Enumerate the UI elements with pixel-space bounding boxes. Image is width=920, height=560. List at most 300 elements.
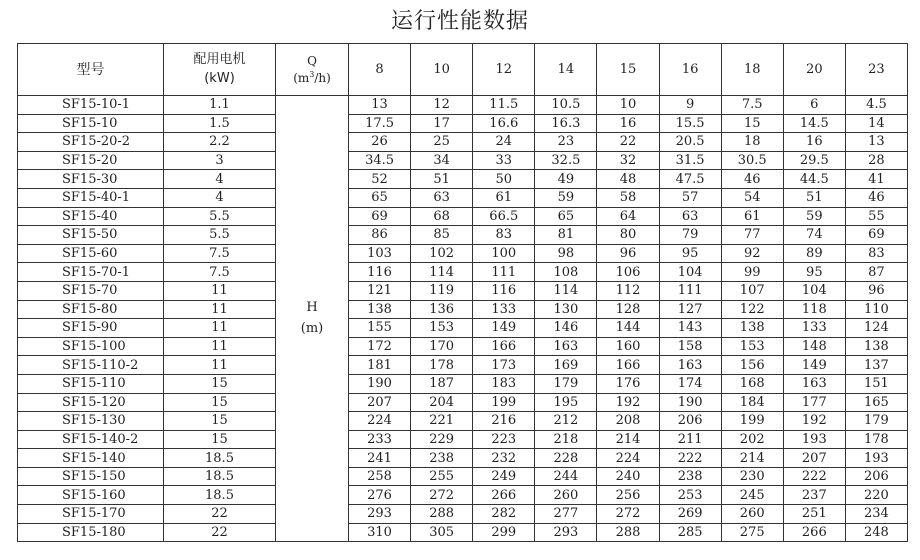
table-row — [18, 467, 908, 486]
head-value-cell: 18 — [721, 133, 783, 152]
head-value-cell: 193 — [783, 430, 845, 449]
head-value-cell: 214 — [597, 430, 659, 449]
head-value-cell: 54 — [721, 188, 783, 207]
head-value-cell: 238 — [411, 449, 473, 468]
flow-value-header: 12 — [473, 44, 535, 96]
head-value-cell: 166 — [597, 356, 659, 375]
flow-value-header: 20 — [783, 44, 845, 96]
model-cell: SF15-60 — [18, 244, 164, 263]
head-value-cell: 192 — [597, 393, 659, 412]
head-value-cell: 169 — [535, 356, 597, 375]
head-value-cell: 218 — [535, 430, 597, 449]
head-value-cell: 12 — [411, 96, 473, 115]
head-value-cell: 199 — [721, 412, 783, 431]
table-row — [18, 170, 908, 189]
head-value-cell: 255 — [411, 467, 473, 486]
head-value-cell: 179 — [845, 412, 907, 431]
head-value-cell: 245 — [721, 486, 783, 505]
model-cell: SF15-120 — [18, 393, 164, 412]
head-value-cell: 69 — [845, 226, 907, 245]
head-unit: (m) — [300, 320, 324, 336]
head-value-cell: 65 — [535, 207, 597, 226]
motor-power-cell: 4 — [164, 188, 276, 207]
head-value-cell: 15.5 — [659, 114, 721, 133]
head-value-cell: 81 — [535, 226, 597, 245]
head-value-cell: 47.5 — [659, 170, 721, 189]
head-value-cell: 237 — [783, 486, 845, 505]
flow-column-header — [276, 44, 349, 96]
model-cell: SF15-110-2 — [18, 356, 164, 375]
head-value-cell: 98 — [535, 244, 597, 263]
model-cell: SF15-40 — [18, 207, 164, 226]
motor-power-cell: 2.2 — [164, 133, 276, 152]
head-value-cell: 130 — [535, 300, 597, 319]
head-value-cell: 285 — [659, 523, 721, 542]
head-value-cell: 133 — [783, 319, 845, 338]
head-value-cell: 96 — [597, 244, 659, 263]
motor-power-cell: 7.5 — [164, 244, 276, 263]
head-value-cell: 14 — [845, 114, 907, 133]
flow-value-header: 16 — [659, 44, 721, 96]
head-value-cell: 10.5 — [535, 96, 597, 115]
model-cell: SF15-50 — [18, 226, 164, 245]
model-cell: SF15-140 — [18, 449, 164, 468]
head-value-cell: 160 — [597, 337, 659, 356]
head-value-cell: 133 — [473, 300, 535, 319]
head-value-cell: 55 — [845, 207, 907, 226]
model-cell: SF15-140-2 — [18, 430, 164, 449]
motor-power-cell: 3 — [164, 151, 276, 170]
head-value-cell: 224 — [349, 412, 411, 431]
head-value-cell: 207 — [783, 449, 845, 468]
head-value-cell: 34.5 — [349, 151, 411, 170]
head-value-cell: 138 — [349, 300, 411, 319]
table-row — [18, 207, 908, 226]
head-value-cell: 127 — [659, 300, 721, 319]
motor-power-column-header — [164, 44, 276, 96]
head-value-cell: 59 — [535, 188, 597, 207]
table-row — [18, 133, 908, 152]
head-value-cell: 74 — [783, 226, 845, 245]
motor-power-cell: 18.5 — [164, 449, 276, 468]
table-row — [18, 226, 908, 245]
head-value-cell: 206 — [845, 467, 907, 486]
motor-power-cell: 4 — [164, 170, 276, 189]
table-row — [18, 374, 908, 393]
head-value-cell: 103 — [349, 244, 411, 263]
motor-power-cell: 15 — [164, 374, 276, 393]
head-value-cell: 59 — [783, 207, 845, 226]
flow-unit-prefix: (m — [293, 70, 310, 85]
model-cell: SF15-10-1 — [18, 96, 164, 115]
head-value-cell: 241 — [349, 449, 411, 468]
model-cell: SF15-70 — [18, 281, 164, 300]
head-value-cell: 114 — [535, 281, 597, 300]
head-value-cell: 77 — [721, 226, 783, 245]
table-row — [18, 393, 908, 412]
model-cell: SF15-90 — [18, 319, 164, 338]
head-value-cell: 124 — [845, 319, 907, 338]
head-value-cell: 240 — [597, 467, 659, 486]
motor-power-cell: 18.5 — [164, 467, 276, 486]
head-value-cell: 184 — [721, 393, 783, 412]
head-value-cell: 138 — [845, 337, 907, 356]
head-value-cell: 172 — [349, 337, 411, 356]
flow-value-header: 23 — [845, 44, 907, 96]
head-value-cell: 202 — [721, 430, 783, 449]
head-value-cell: 111 — [659, 281, 721, 300]
flow-header-label: Q — [307, 54, 317, 69]
head-value-cell: 173 — [473, 356, 535, 375]
head-value-cell: 163 — [659, 356, 721, 375]
head-value-cell: 148 — [783, 337, 845, 356]
model-cell: SF15-10 — [18, 114, 164, 133]
head-value-cell: 6 — [783, 96, 845, 115]
flow-value-header: 15 — [597, 44, 659, 96]
motor-power-cell: 22 — [164, 523, 276, 542]
head-value-cell: 190 — [659, 393, 721, 412]
head-value-cell: 163 — [535, 337, 597, 356]
head-value-cell: 23 — [535, 133, 597, 152]
head-value-cell: 234 — [845, 505, 907, 524]
model-cell: SF15-30 — [18, 170, 164, 189]
head-value-cell: 144 — [597, 319, 659, 338]
head-value-cell: 199 — [473, 393, 535, 412]
head-value-cell: 168 — [721, 374, 783, 393]
head-value-cell: 165 — [845, 393, 907, 412]
head-value-cell: 13 — [349, 96, 411, 115]
head-value-cell: 51 — [411, 170, 473, 189]
head-value-cell: 30.5 — [721, 151, 783, 170]
motor-power-cell: 22 — [164, 505, 276, 524]
head-value-cell: 100 — [473, 244, 535, 263]
head-value-cell: 104 — [783, 281, 845, 300]
motor-power-cell: 15 — [164, 412, 276, 431]
head-value-cell: 106 — [597, 263, 659, 282]
head-value-cell: 151 — [845, 374, 907, 393]
model-cell: SF15-110 — [18, 374, 164, 393]
head-value-cell: 61 — [721, 207, 783, 226]
head-value-cell: 99 — [721, 263, 783, 282]
flow-unit-superscript: 3 — [309, 69, 315, 79]
head-value-cell: 305 — [411, 523, 473, 542]
table-row — [18, 449, 908, 468]
head-value-cell: 28 — [845, 151, 907, 170]
model-cell: SF15-40-1 — [18, 188, 164, 207]
head-value-cell: 220 — [845, 486, 907, 505]
head-value-cell: 112 — [597, 281, 659, 300]
head-value-cell: 249 — [473, 467, 535, 486]
head-value-cell: 178 — [845, 430, 907, 449]
head-value-cell: 256 — [597, 486, 659, 505]
head-value-cell: 153 — [411, 319, 473, 338]
table-row — [18, 486, 908, 505]
table-row — [18, 151, 908, 170]
flow-value-header: 14 — [535, 44, 597, 96]
head-value-cell: 66.5 — [473, 207, 535, 226]
head-value-cell: 102 — [411, 244, 473, 263]
head-value-cell: 128 — [597, 300, 659, 319]
head-value-cell: 260 — [535, 486, 597, 505]
table-row — [18, 523, 908, 542]
head-value-cell: 33 — [473, 151, 535, 170]
head-value-cell: 122 — [721, 300, 783, 319]
head-value-cell: 116 — [473, 281, 535, 300]
head-value-cell: 118 — [783, 300, 845, 319]
head-value-cell: 24 — [473, 133, 535, 152]
flow-unit-suffix: /h) — [314, 70, 331, 85]
head-value-cell: 92 — [721, 244, 783, 263]
head-value-cell: 253 — [659, 486, 721, 505]
head-value-cell: 178 — [411, 356, 473, 375]
head-value-cell: 121 — [349, 281, 411, 300]
head-value-cell: 32.5 — [535, 151, 597, 170]
head-value-cell: 31.5 — [659, 151, 721, 170]
head-value-cell: 224 — [597, 449, 659, 468]
model-cell: SF15-80 — [18, 300, 164, 319]
head-value-cell: 238 — [659, 467, 721, 486]
head-value-cell: 187 — [411, 374, 473, 393]
head-value-cell: 63 — [411, 188, 473, 207]
motor-power-cell: 7.5 — [164, 263, 276, 282]
head-value-cell: 230 — [721, 467, 783, 486]
head-value-cell: 216 — [473, 412, 535, 431]
head-value-cell: 288 — [411, 505, 473, 524]
head-value-cell: 46 — [721, 170, 783, 189]
head-value-cell: 138 — [721, 319, 783, 338]
head-value-cell: 17.5 — [349, 114, 411, 133]
head-label-cell — [276, 96, 349, 542]
head-value-cell: 85 — [411, 226, 473, 245]
head-value-cell: 156 — [721, 356, 783, 375]
head-value-cell: 32 — [597, 151, 659, 170]
head-value-cell: 87 — [845, 263, 907, 282]
table-row — [18, 188, 908, 207]
flow-header-unit — [293, 71, 331, 85]
table-row — [18, 337, 908, 356]
head-value-cell: 149 — [783, 356, 845, 375]
head-value-cell: 228 — [535, 449, 597, 468]
model-cell: SF15-150 — [18, 467, 164, 486]
table-row — [18, 263, 908, 282]
head-value-cell: 26 — [349, 133, 411, 152]
head-value-cell: 86 — [349, 226, 411, 245]
head-value-cell: 48 — [597, 170, 659, 189]
head-value-cell: 51 — [783, 188, 845, 207]
head-value-cell: 143 — [659, 319, 721, 338]
head-value-cell: 181 — [349, 356, 411, 375]
head-value-cell: 272 — [597, 505, 659, 524]
head-label: H — [306, 299, 318, 315]
head-value-cell: 310 — [349, 523, 411, 542]
head-value-cell: 49 — [535, 170, 597, 189]
head-value-cell: 299 — [473, 523, 535, 542]
head-value-cell: 116 — [349, 263, 411, 282]
head-value-cell: 52 — [349, 170, 411, 189]
table-row — [18, 430, 908, 449]
head-value-cell: 174 — [659, 374, 721, 393]
head-value-cell: 177 — [783, 393, 845, 412]
head-value-cell: 111 — [473, 263, 535, 282]
head-value-cell: 258 — [349, 467, 411, 486]
head-value-cell: 16 — [783, 133, 845, 152]
head-value-cell: 83 — [473, 226, 535, 245]
head-value-cell: 183 — [473, 374, 535, 393]
head-value-cell: 96 — [845, 281, 907, 300]
head-value-cell: 15 — [721, 114, 783, 133]
model-cell: SF15-20 — [18, 151, 164, 170]
head-value-cell: 17 — [411, 114, 473, 133]
head-value-cell: 207 — [349, 393, 411, 412]
head-value-cell: 276 — [349, 486, 411, 505]
motor-power-cell: 15 — [164, 430, 276, 449]
head-value-cell: 288 — [597, 523, 659, 542]
flow-value-header: 18 — [721, 44, 783, 96]
head-value-cell: 277 — [535, 505, 597, 524]
head-value-cell: 61 — [473, 188, 535, 207]
head-value-cell: 80 — [597, 226, 659, 245]
head-value-cell: 107 — [721, 281, 783, 300]
head-value-cell: 63 — [659, 207, 721, 226]
head-value-cell: 13 — [845, 133, 907, 152]
head-value-cell: 266 — [473, 486, 535, 505]
head-value-cell: 11.5 — [473, 96, 535, 115]
head-value-cell: 293 — [349, 505, 411, 524]
head-value-cell: 212 — [535, 412, 597, 431]
head-value-cell: 16 — [597, 114, 659, 133]
head-value-cell: 248 — [845, 523, 907, 542]
motor-power-cell: 5.5 — [164, 207, 276, 226]
flow-value-header: 8 — [349, 44, 411, 96]
head-value-cell: 272 — [411, 486, 473, 505]
head-value-cell: 41 — [845, 170, 907, 189]
table-row — [18, 319, 908, 338]
head-value-cell: 195 — [535, 393, 597, 412]
table-row — [18, 281, 908, 300]
head-value-cell: 69 — [349, 207, 411, 226]
head-value-cell: 192 — [783, 412, 845, 431]
head-value-cell: 221 — [411, 412, 473, 431]
motor-power-cell: 1.5 — [164, 114, 276, 133]
head-value-cell: 251 — [783, 505, 845, 524]
performance-table — [17, 43, 908, 542]
model-cell: SF15-130 — [18, 412, 164, 431]
model-cell: SF15-170 — [18, 505, 164, 524]
motor-power-cell: 11 — [164, 337, 276, 356]
head-value-cell: 10 — [597, 96, 659, 115]
head-value-cell: 149 — [473, 319, 535, 338]
head-value-cell: 64 — [597, 207, 659, 226]
head-value-cell: 229 — [411, 430, 473, 449]
head-value-cell: 176 — [597, 374, 659, 393]
header-row — [18, 44, 908, 96]
head-value-cell: 282 — [473, 505, 535, 524]
head-value-cell: 22 — [597, 133, 659, 152]
model-cell: SF15-20-2 — [18, 133, 164, 152]
page-title: 运行性能数据 — [390, 9, 529, 34]
head-value-cell: 269 — [659, 505, 721, 524]
head-value-cell: 170 — [411, 337, 473, 356]
head-value-cell: 9 — [659, 96, 721, 115]
head-value-cell: 95 — [783, 263, 845, 282]
head-value-cell: 153 — [721, 337, 783, 356]
head-value-cell: 83 — [845, 244, 907, 263]
head-value-cell: 95 — [659, 244, 721, 263]
head-value-cell: 179 — [535, 374, 597, 393]
head-value-cell: 16.6 — [473, 114, 535, 133]
head-value-cell: 214 — [721, 449, 783, 468]
head-value-cell: 223 — [473, 430, 535, 449]
table-row — [18, 356, 908, 375]
motor-power-cell: 11 — [164, 356, 276, 375]
head-value-cell: 119 — [411, 281, 473, 300]
model-cell: SF15-180 — [18, 523, 164, 542]
head-value-cell: 89 — [783, 244, 845, 263]
model-column-header: 型号 — [18, 44, 164, 96]
head-value-cell: 166 — [473, 337, 535, 356]
head-value-cell: 136 — [411, 300, 473, 319]
head-value-cell: 266 — [783, 523, 845, 542]
table-row — [18, 505, 908, 524]
head-value-cell: 293 — [535, 523, 597, 542]
head-value-cell: 222 — [659, 449, 721, 468]
head-value-cell: 114 — [411, 263, 473, 282]
head-value-cell: 58 — [597, 188, 659, 207]
motor-power-cell: 11 — [164, 319, 276, 338]
head-value-cell: 44.5 — [783, 170, 845, 189]
head-value-cell: 193 — [845, 449, 907, 468]
model-cell: SF15-160 — [18, 486, 164, 505]
head-value-cell: 57 — [659, 188, 721, 207]
table-row — [18, 300, 908, 319]
motor-power-cell: 15 — [164, 393, 276, 412]
model-cell: SF15-70-1 — [18, 263, 164, 282]
head-value-cell: 155 — [349, 319, 411, 338]
table-row — [18, 114, 908, 133]
head-value-cell: 137 — [845, 356, 907, 375]
head-value-cell: 50 — [473, 170, 535, 189]
head-value-cell: 14.5 — [783, 114, 845, 133]
head-value-cell: 222 — [783, 467, 845, 486]
head-value-cell: 204 — [411, 393, 473, 412]
flow-value-header: 10 — [411, 44, 473, 96]
head-value-cell: 275 — [721, 523, 783, 542]
motor-power-cell: 18.5 — [164, 486, 276, 505]
head-value-cell: 68 — [411, 207, 473, 226]
head-value-cell: 211 — [659, 430, 721, 449]
head-value-cell: 4.5 — [845, 96, 907, 115]
head-value-cell: 104 — [659, 263, 721, 282]
head-value-cell: 110 — [845, 300, 907, 319]
head-value-cell: 79 — [659, 226, 721, 245]
table-row — [18, 244, 908, 263]
motor-power-cell: 11 — [164, 300, 276, 319]
head-value-cell: 244 — [535, 467, 597, 486]
model-cell: SF15-100 — [18, 337, 164, 356]
head-value-cell: 108 — [535, 263, 597, 282]
head-value-cell: 25 — [411, 133, 473, 152]
head-value-cell: 233 — [349, 430, 411, 449]
head-value-cell: 190 — [349, 374, 411, 393]
head-value-cell: 46 — [845, 188, 907, 207]
head-value-cell: 208 — [597, 412, 659, 431]
head-value-cell: 158 — [659, 337, 721, 356]
motor-header-unit: (kW) — [204, 70, 235, 86]
head-value-cell: 206 — [659, 412, 721, 431]
motor-header-label: 配用电机 — [193, 51, 246, 67]
head-value-cell: 7.5 — [721, 96, 783, 115]
head-value-cell: 29.5 — [783, 151, 845, 170]
